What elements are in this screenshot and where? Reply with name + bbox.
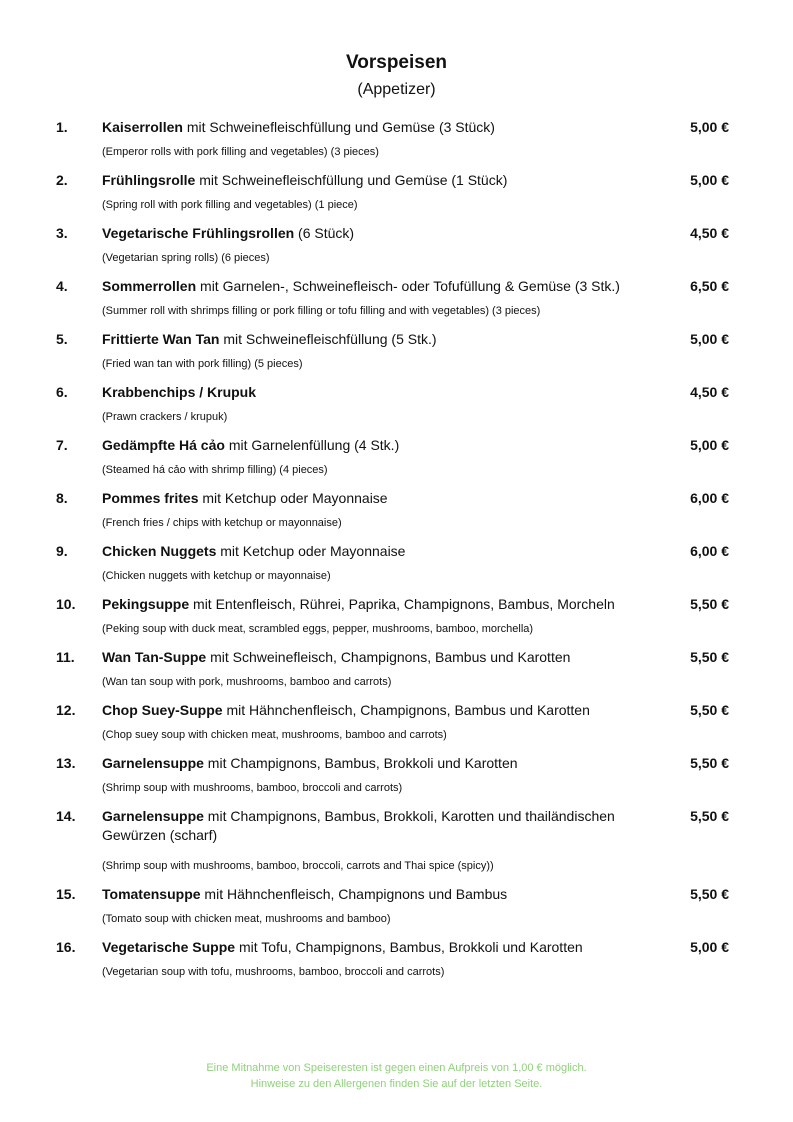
menu-item [0,595,793,637]
item-details: mit Champignons, Bambus, Brokkoli und Karotten [203,755,518,771]
item-english: (Shrimp soup with mushrooms, bamboo, broccoli and carrots) [102,782,403,794]
item-english: (Fried wan tan with pork filling) (5 pieces) [102,358,303,370]
takeaway-note: Eine Mitnahme von Speiseresten ist gegen einen Aufpreis von 1,00 € möglich. [206,1062,587,1074]
item-name: Kaiserrollen [102,119,183,135]
item-number: 3. [56,225,68,241]
item-details: mit Schweinefleischfüllung (5 Stk.) [219,331,437,347]
menu-item [0,224,793,266]
item-name: Pekingsuppe [102,596,190,612]
item-english: (Summer roll with shrimps filling or pork filling or tofu filling and with vegetables) (3 pieces) [102,305,541,317]
item-name: Chicken Nuggets [102,543,217,559]
item-description [102,542,647,561]
item-price: 5,50 € [690,596,729,612]
item-description [102,489,647,508]
item-price: 6,00 € [690,543,729,559]
item-english: (Spring roll with pork filling and vegetables) (1 piece) [102,199,358,211]
menu-item [0,807,793,874]
item-name: Tomatensuppe [102,886,201,902]
item-number: 4. [56,278,68,294]
menu-item [0,542,793,584]
item-number: 1. [56,119,68,135]
item-number: 15. [56,886,76,902]
item-english: (Steamed há cảo with shrimp filling) (4 pieces) [102,464,328,476]
item-number: 2. [56,172,68,188]
item-details: mit Champignons, Bambus, Brokkoli, Karotten und thailändischen Gewürzen (scharf) [102,808,615,843]
item-description [102,383,647,402]
menu-item [0,701,793,743]
item-english: (Chicken nuggets with ketchup or mayonnaise) [102,570,331,582]
item-price: 5,50 € [690,649,729,665]
item-price: 5,50 € [690,702,729,718]
item-details: mit Schweinefleischfüllung und Gemüse (3 Stück) [182,119,495,135]
item-details: mit Garnelenfüllung (4 Stk.) [224,437,400,453]
item-name: Vegetarische Suppe [102,939,236,955]
item-description [102,885,647,904]
item-name: Gedämpfte Há cảo [102,437,225,453]
item-price: 6,50 € [690,278,729,294]
item-details: (6 Stück) [294,225,355,241]
menu-item [0,171,793,213]
item-price: 5,00 € [690,437,729,453]
item-name: Garnelensuppe [102,755,204,771]
item-english: (Vegetarian soup with tofu, mushrooms, bamboo, broccoli and carrots) [102,966,445,978]
menu-item [0,436,793,478]
item-price: 5,50 € [690,755,729,771]
item-name: Garnelensuppe [102,808,204,824]
item-details: mit Hähnchenfleisch, Champignons und Bambus [200,886,508,902]
menu-item [0,383,793,425]
item-name: Frühlingsrolle [102,172,196,188]
item-number: 9. [56,543,68,559]
item-english: (Prawn crackers / krupuk) [102,411,228,423]
item-price: 4,50 € [690,384,729,400]
item-price: 5,50 € [690,886,729,902]
item-english: (Vegetarian spring rolls) (6 pieces) [102,252,270,264]
item-details: mit Ketchup oder Mayonnaise [198,490,388,506]
item-details: mit Schweinefleischfüllung und Gemüse (1 Stück) [195,172,508,188]
item-details: mit Garnelen-, Schweinefleisch- oder Tofufüllung & Gemüse (3 Stk.) [196,278,620,294]
item-details: mit Tofu, Champignons, Bambus, Brokkoli und Karotten [235,939,583,955]
item-name: Vegetarische Frühlingsrollen [102,225,295,241]
item-number: 12. [56,702,76,718]
item-price: 5,50 € [690,808,729,824]
menu-list [0,118,793,991]
item-description [102,595,647,614]
item-description [102,648,647,667]
item-number: 10. [56,596,76,612]
item-name: Frittierte Wan Tan [102,331,220,347]
item-details: mit Entenfleisch, Rührei, Paprika, Champignons, Bambus, Morcheln [189,596,615,612]
item-english: (Peking soup with duck meat, scrambled eggs, pepper, mushrooms, bamboo, morchella) [102,623,534,635]
item-description [102,277,647,296]
menu-item [0,277,793,319]
item-price: 5,00 € [690,939,729,955]
item-price: 5,00 € [690,331,729,347]
footer-note [0,1060,793,1092]
item-price: 6,00 € [690,490,729,506]
item-number: 11. [56,649,75,665]
item-name: Pommes frites [102,490,199,506]
item-number: 8. [56,490,68,506]
item-number: 16. [56,939,76,955]
item-name: Chop Suey-Suppe [102,702,223,718]
menu-item [0,754,793,796]
item-price: 4,50 € [690,225,729,241]
item-name: Krabbenchips / Krupuk [102,384,257,400]
item-name: Wan Tan-Suppe [102,649,207,665]
item-name: Sommerrollen [102,278,197,294]
allergen-note: Hinweise zu den Allergenen finden Sie auf der letzten Seite. [250,1078,543,1090]
item-description [102,118,647,137]
item-description [102,701,647,720]
item-english: (Tomato soup with chicken meat, mushrooms and bamboo) [102,913,391,925]
item-price: 5,00 € [690,119,729,135]
item-english: (French fries / chips with ketchup or mayonnaise) [102,517,342,529]
item-details: mit Ketchup oder Mayonnaise [216,543,406,559]
menu-item [0,885,793,927]
menu-item [0,118,793,160]
item-english: (Wan tan soup with pork, mushrooms, bamboo and carrots) [102,676,392,688]
item-details: mit Schweinefleisch, Champignons, Bambus und Karotten [206,649,571,665]
page-title: Vorspeisen [345,52,448,73]
item-price: 5,00 € [690,172,729,188]
item-number: 13. [56,755,76,771]
item-number: 5. [56,331,68,347]
item-description [102,754,647,773]
item-description [102,436,647,455]
item-details: mit Hähnchenfleisch, Champignons, Bambus und Karotten [222,702,590,718]
item-english: (Shrimp soup with mushrooms, bamboo, broccoli, carrots and Thai spice (spicy)) [102,860,494,872]
menu-item [0,938,793,980]
item-description [102,224,647,243]
item-description [102,807,647,845]
menu-item [0,330,793,372]
item-number: 14. [56,808,76,824]
item-description [102,330,647,349]
menu-item [0,648,793,690]
item-english: (Emperor rolls with pork filling and vegetables) (3 pieces) [102,146,379,158]
menu-item [0,489,793,531]
item-number: 7. [56,437,68,453]
item-description [102,171,647,190]
item-description [102,938,647,957]
page-subtitle: (Appetizer) [357,81,436,98]
item-number: 6. [56,384,68,400]
item-english: (Chop suey soup with chicken meat, mushrooms, bamboo and carrots) [102,729,447,741]
